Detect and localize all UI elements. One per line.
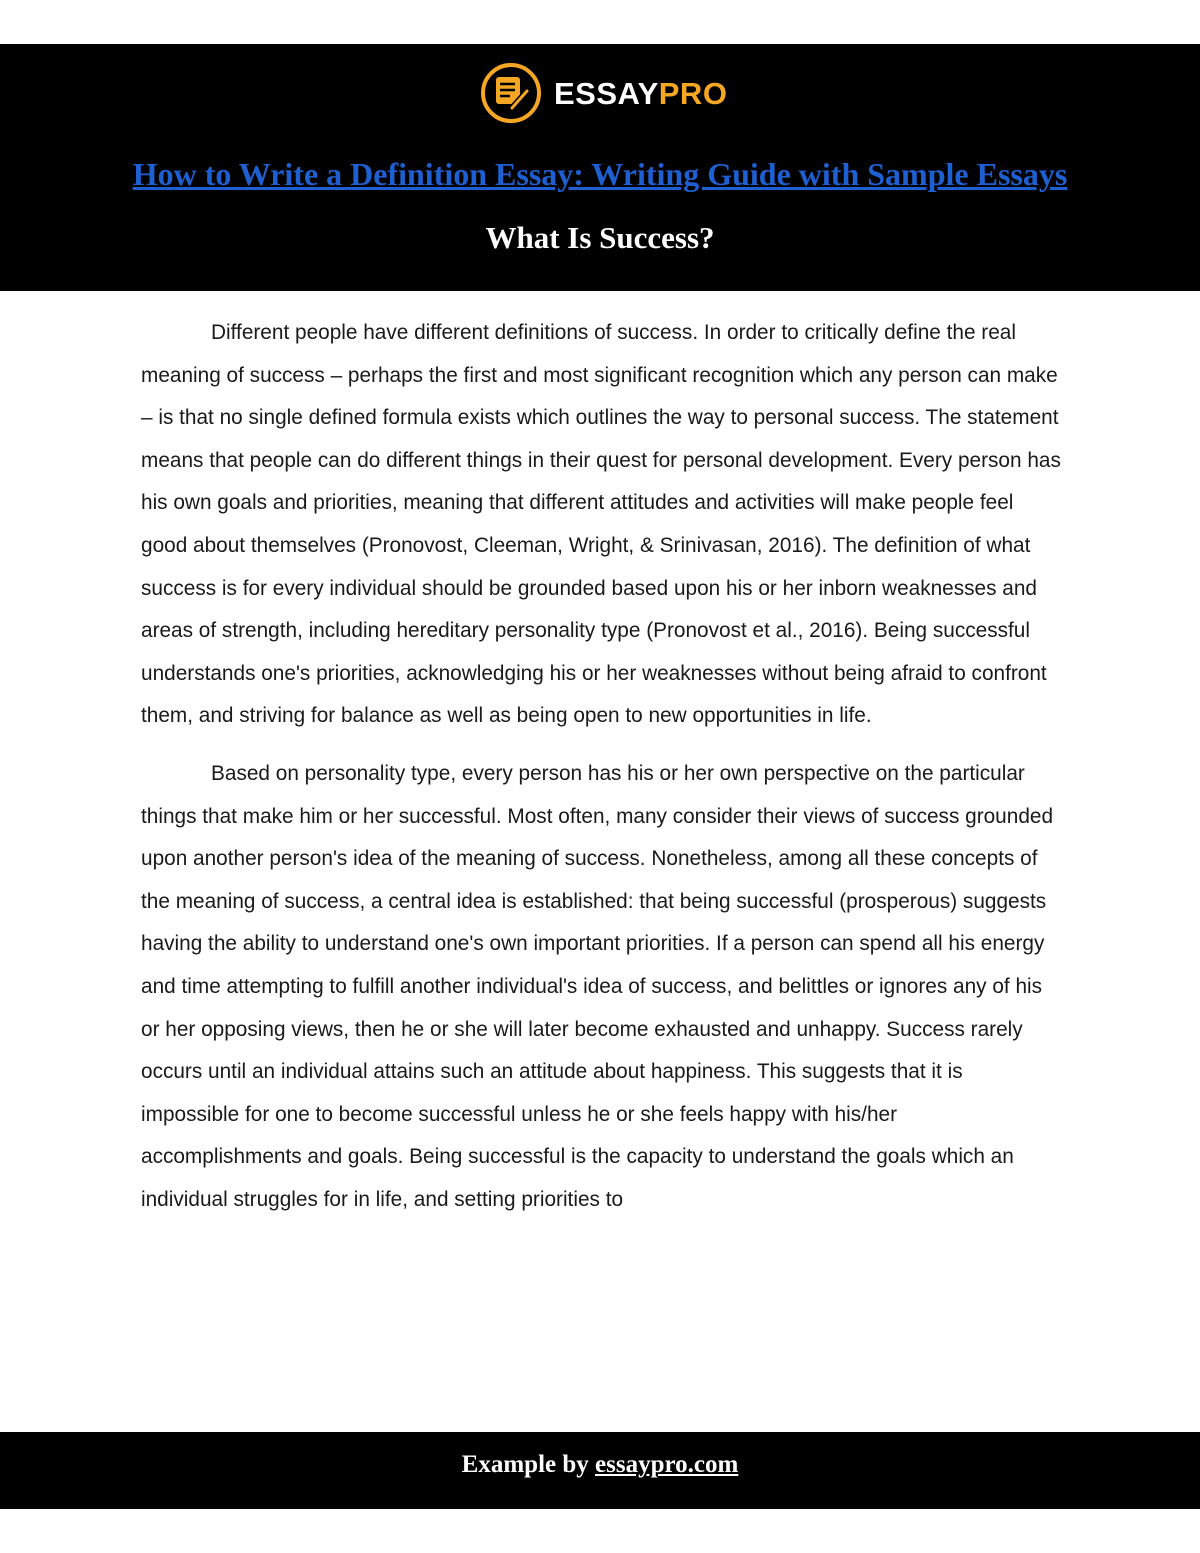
guide-title [0, 156, 1200, 193]
essay-paragraph-1: Different people have different definitions of success. In order to critically define the real meaning of success – perhaps the first and most significant recognition which any person can make – is that no single defined formula exists which outlines the way to personal success. The statement means that people can do different things in their quest for personal development. Every person has his own goals and priorities, meaning that different attitudes and activities will make people feel good about themselves (Pronovost, Cleeman, Wright, & Srinivasan, 2016). The definition of what success is for every individual should be grounded based upon his or her inborn weaknesses and areas of strength, including hereditary personality type (Pronovost et al., 2016). Being successful understands one's priorities, acknowledging his or her weaknesses without being afraid to confront them, and striving for balance as well as being open to new opportunities in life. [141, 321, 1061, 728]
footer-banner [0, 1432, 1200, 1509]
guide-title-link[interactable]: How to Write a Definition Essay: Writing Guide with Sample Essays [132, 156, 1068, 192]
essay-body [141, 312, 1061, 1221]
essay-paragraph-2: Based on personality type, every person has his or her own perspective on the particular things that make him or her successful. Most often, many consider their views of success grounded upon another person's idea of the meaning of success. Nonetheless, among all these concepts of the meaning of success, a central idea is established: that being successful (prosperous) suggests having the ability to understand one's own important priorities. If a person can spend all his energy and time attempting to fulfill another individual's idea of success, and belittles or ignores any of his or her opposing views, then he or she will later become exhausted and unhappy. Success rarely occurs until an individual attains such an attitude about happiness. This suggests that it is impossible for one to become successful unless he or she feels happy with his/her accomplishments and goals. Being successful is the capacity to understand the goals which an individual struggles for in life, and setting priorities to [141, 761, 1054, 1211]
footer-prefix: Example by [461, 1451, 589, 1478]
brand-name-essay: ESSAY [554, 75, 659, 111]
brand-logo[interactable] [480, 58, 727, 128]
header-banner [0, 44, 1200, 291]
brand-name-pro: PRO [658, 75, 728, 111]
document-pencil-icon [480, 62, 542, 124]
footer-site-link[interactable]: essaypro.com [595, 1451, 739, 1478]
essay-title: What Is Success? [485, 220, 715, 255]
footer-credit [462, 1451, 739, 1479]
brand-name [554, 75, 728, 111]
